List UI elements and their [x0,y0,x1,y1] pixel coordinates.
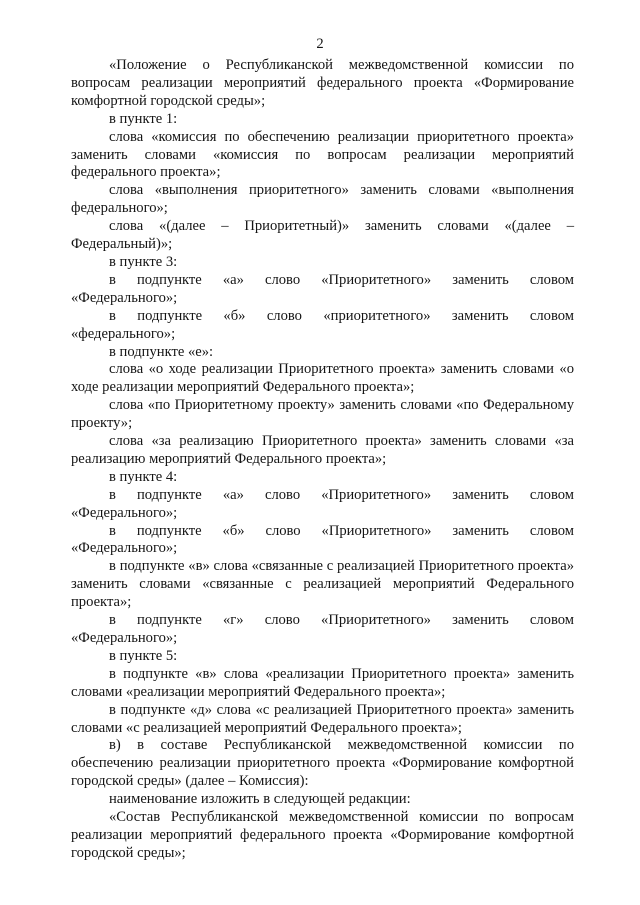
paragraph-item-1-commission: слова «комиссия по обеспечению реализации приоритетного проекта» заменить словами «комиссия по вопросам реализации мероприятий федерального проекта»; [71,128,574,181]
paragraph-item-1-hereinafter: слова «(далее – Приоритетный)» заменить словами «(далее – Федеральный)»; [71,218,574,253]
paragraph-item-4-sub-a: в подпункте «а» слово «Приоритетного» заменить словом «Федерального»; [71,486,574,521]
paragraph-item-5-sub-d: в подпункте «д» слова «с реализацией Приоритетного проекта» заменить словами «с реализацией мероприятий Федерального проекта»; [71,701,574,736]
paragraph-composition-heading: в) в составе Республиканской межведомственной комиссии по обеспечению реализации приоритетного проекта «Формирование комфортной городской среды» (далее – Комиссия): [71,737,574,790]
paragraph-item-5-sub-v: в подпункте «в» слова «реализации Приоритетного проекта» заменить словами «реализации мероприятий Федерального проекта»; [71,665,574,700]
paragraph-item-4-sub-v: в подпункте «в» слова «связанные с реализацией Приоритетного проекта» заменить словами «связанные с реализацией мероприятий Федерального проекта»; [71,558,574,611]
paragraph-name-edit: наименование изложить в следующей редакции: [109,791,411,808]
paragraph-composition-title: «Состав Республиканской межведомственной комиссии по вопросам реализации мероприятий федерального проекта «Формирование комфортной городской среды»; [71,809,574,861]
document-body [71,57,574,863]
paragraph-item-4-heading: в пункте 4: [109,468,178,485]
paragraph-item-3-sub-b: в подпункте «б» слово «приоритетного» заменить словом «федерального»; [71,307,574,342]
paragraph-item-1-heading: в пункте 1: [109,110,178,127]
paragraph-item-4-sub-b: в подпункте «б» слово «Приоритетного» заменить словом «Федерального»; [71,522,574,557]
paragraph-item-3-sub-e-heading: в подпункте «е»: [109,343,214,360]
paragraph-item-3-sub-a: в подпункте «а» слово «Приоритетного» заменить словом «Федерального»; [71,271,574,306]
paragraph-item-1-execution: слова «выполнения приоритетного» заменить словами «выполнения федерального»; [71,182,574,217]
paragraph-item-5-heading: в пункте 5: [109,647,178,664]
paragraph-item-3-sub-e-responsibility: слова «за реализацию Приоритетного проекта» заменить словами «за реализацию мероприятий Федерального проекта»; [71,433,574,467]
paragraph-item-3-sub-e-progress: слова «о ходе реализации Приоритетного проекта» заменить словами «о ходе реализации мероприятий Федерального проекта»; [71,361,574,396]
paragraph-item-3-heading: в пункте 3: [109,253,178,270]
page-number: 2 [316,36,324,52]
paragraph-regulation-title: «Положение о Республиканской межведомственной комиссии по вопросам реализации мероприятий федерального проекта «Формирование комфортной городской среды»; [71,57,574,109]
paragraph-item-3-sub-e-project: слова «по Приоритетному проекту» заменить словами «по Федеральному проекту»; [71,397,574,432]
paragraph-item-4-sub-g: в подпункте «г» слово «Приоритетного» заменить словом «Федерального»; [71,612,574,646]
